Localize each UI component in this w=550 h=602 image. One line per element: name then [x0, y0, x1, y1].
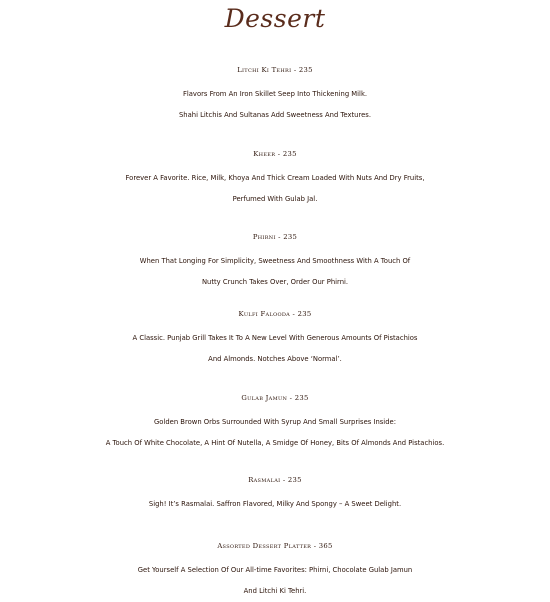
item-description — [0, 560, 550, 602]
menu-item-rasmalai — [0, 472, 550, 515]
item-title: Rasmalai - 235 — [248, 476, 302, 484]
menu-item-gulab-jamun — [0, 390, 550, 454]
menu-item-phirni — [0, 229, 550, 293]
item-description — [0, 494, 550, 515]
item-description — [0, 412, 550, 454]
item-description — [0, 328, 550, 370]
description-line: Sigh! It’s Rasmalai. Saffron Flavored, Milky And Spongy – A Sweet Delight. — [148, 500, 402, 508]
item-title: Kulfi Falooda - 235 — [238, 310, 312, 318]
item-title: Gulab Jamun - 235 — [241, 394, 309, 402]
menu-item-kheer — [0, 146, 550, 210]
description-line: When That Longing For Simplicity, Sweetness And Smoothness With A Touch Of — [139, 257, 411, 265]
item-description — [0, 168, 550, 210]
description-line: Golden Brown Orbs Surrounded With Syrup And Small Surprises Inside: — [154, 418, 396, 426]
item-title: Phirni - 235 — [252, 233, 298, 241]
item-description — [0, 84, 550, 126]
description-line: And Almonds. Notches Above ‘Normal’. — [208, 355, 342, 363]
item-title: Litchi Ki Tehri - 235 — [237, 66, 313, 74]
item-description — [0, 251, 550, 293]
description-line: Nutty Crunch Takes Over, Order Our Phirni. — [201, 278, 349, 286]
description-line: A Classic. Punjab Grill Takes It To A New Level With Generous Amounts Of Pistachios — [132, 334, 418, 342]
description-line: Perfumed With Gulab Jal. — [232, 195, 318, 203]
item-title: Kheer - 235 — [253, 150, 297, 158]
description-line: Forever A Favorite. Rice, Milk, Khoya And Thick Cream Loaded With Nuts And Dry Fruits, — [125, 174, 425, 182]
menu-item-litchi-ki-tehri — [0, 62, 550, 126]
description-line: And Litchi Ki Tehri. — [243, 587, 307, 595]
description-line: Get Yourself A Selection Of Our All-time Favorites: Phirni, Chocolate Gulab Jamun — [137, 566, 413, 574]
description-line: Shahi Litchis And Sultanas Add Sweetness And Textures. — [178, 111, 372, 119]
menu-item-assorted-dessert-platter — [0, 538, 550, 602]
description-line: A Touch Of White Chocolate, A Hint Of Nutella, A Smidge Of Honey, Bits Of Almonds And Pistachios. — [105, 439, 445, 447]
item-title: Assorted Dessert Platter - 365 — [217, 542, 333, 550]
menu-item-kulfi-falooda — [0, 306, 550, 370]
page-title: Dessert — [224, 4, 326, 33]
description-line: Flavors From An Iron Skillet Seep Into Thickening Milk. — [182, 90, 368, 98]
